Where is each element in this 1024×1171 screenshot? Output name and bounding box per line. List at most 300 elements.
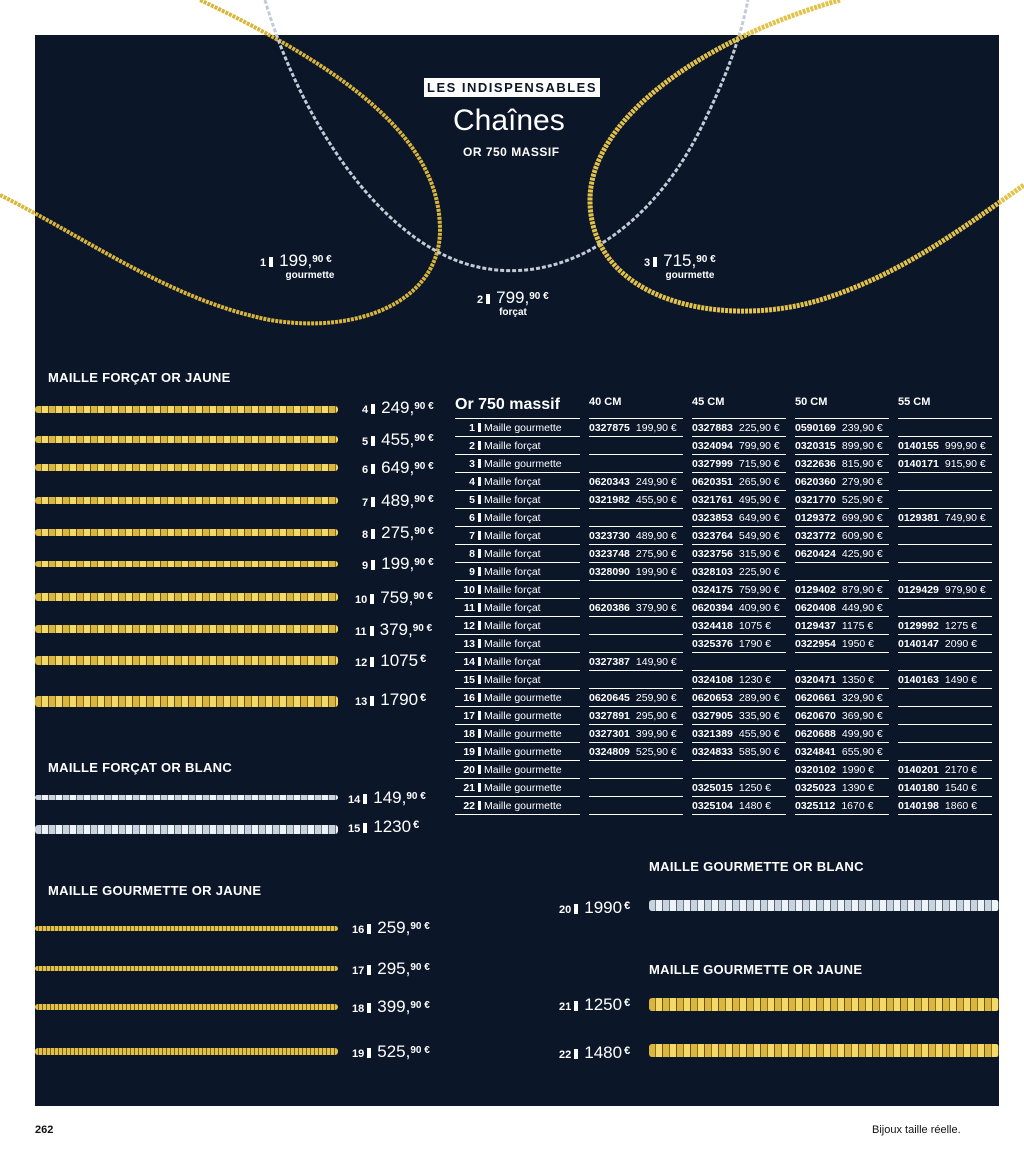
reference-code: 0324175 bbox=[692, 583, 733, 596]
reference-price: 1390 € bbox=[841, 781, 875, 794]
table-cell bbox=[795, 509, 889, 527]
reference-price: 525,90 € bbox=[635, 745, 677, 758]
price-main: 249, bbox=[381, 398, 415, 417]
price-currency: € bbox=[420, 692, 427, 704]
table-cell bbox=[898, 635, 992, 653]
reference-price: 379,90 € bbox=[635, 601, 677, 614]
table-cell bbox=[692, 473, 786, 491]
table-cell bbox=[795, 761, 889, 779]
item-number: 10 bbox=[355, 594, 368, 606]
reference-price: 335,90 € bbox=[738, 709, 780, 722]
item-number: 21 bbox=[559, 1001, 572, 1013]
row-title: Maille forçat bbox=[484, 529, 541, 542]
bar-icon bbox=[478, 783, 481, 792]
bar-icon bbox=[478, 423, 481, 432]
table-header-row bbox=[455, 396, 992, 419]
price-main: 199, bbox=[381, 554, 415, 573]
table-row bbox=[455, 779, 992, 797]
chain-image-17 bbox=[35, 966, 338, 971]
price-tag-8 bbox=[362, 523, 434, 543]
price-cents: 90 € bbox=[414, 433, 434, 444]
reference-price: 1230 € bbox=[738, 673, 772, 686]
bar-icon bbox=[370, 626, 374, 636]
table-cell bbox=[692, 743, 786, 761]
table-cell bbox=[692, 527, 786, 545]
row-label bbox=[455, 797, 580, 815]
reference-price: 1350 € bbox=[841, 673, 875, 686]
chain-image-10 bbox=[35, 593, 338, 601]
row-number: 1 bbox=[469, 421, 475, 434]
table-row bbox=[455, 437, 992, 455]
reference-price: 649,90 € bbox=[738, 511, 780, 524]
bar-icon bbox=[478, 477, 481, 486]
table-cell bbox=[589, 527, 683, 545]
reference-code: 0620343 bbox=[589, 475, 630, 488]
row-title: Maille gourmette bbox=[484, 727, 562, 740]
reference-price: 879,90 € bbox=[841, 583, 883, 596]
table-cell bbox=[589, 455, 683, 473]
reference-price: 1990 € bbox=[841, 763, 875, 776]
table-cell bbox=[692, 545, 786, 563]
reference-code: 0140201 bbox=[898, 763, 939, 776]
table-cell bbox=[898, 671, 992, 689]
reference-code: 0620386 bbox=[589, 601, 630, 614]
price-tag-9 bbox=[362, 554, 434, 574]
table-cell bbox=[589, 797, 683, 815]
reference-price: 425,90 € bbox=[841, 547, 883, 560]
price-main: 1480 bbox=[584, 1043, 623, 1062]
reference-price: 399,90 € bbox=[635, 727, 677, 740]
table-cell bbox=[589, 725, 683, 743]
bar-icon bbox=[574, 1001, 578, 1011]
reference-price: 1790 € bbox=[738, 637, 772, 650]
bar-icon bbox=[478, 459, 481, 468]
row-label bbox=[455, 581, 580, 599]
table-cell bbox=[692, 599, 786, 617]
table-cell bbox=[589, 653, 683, 671]
table-cell bbox=[692, 653, 786, 671]
table-cell bbox=[898, 437, 992, 455]
row-number: 4 bbox=[469, 475, 475, 488]
table-cell bbox=[898, 689, 992, 707]
hero-price-2 bbox=[477, 288, 549, 308]
bar-icon bbox=[371, 529, 375, 539]
table-row bbox=[455, 527, 992, 545]
table-cell bbox=[795, 545, 889, 563]
price-main: 149, bbox=[373, 788, 407, 807]
row-number: 3 bbox=[469, 457, 475, 470]
table-cell bbox=[589, 581, 683, 599]
row-number: 11 bbox=[463, 601, 475, 614]
chain-image-15 bbox=[35, 825, 338, 834]
bar-icon bbox=[478, 441, 481, 450]
row-number: 5 bbox=[469, 493, 475, 506]
table-cell bbox=[898, 545, 992, 563]
item-number: 3 bbox=[644, 257, 651, 269]
item-number: 17 bbox=[352, 965, 365, 977]
row-label bbox=[455, 761, 580, 779]
row-number: 10 bbox=[463, 583, 475, 596]
price-cents: 90 € bbox=[412, 623, 433, 634]
bar-icon bbox=[478, 585, 481, 594]
table-cell bbox=[589, 509, 683, 527]
row-title: Maille forçat bbox=[484, 673, 541, 686]
bar-icon bbox=[370, 696, 374, 706]
price-cents: 90 € bbox=[410, 1045, 430, 1056]
chain-image-18 bbox=[35, 1004, 338, 1010]
reference-price: 2170 € bbox=[944, 763, 978, 776]
price-main: 455, bbox=[381, 430, 415, 449]
item-number: 20 bbox=[559, 904, 572, 916]
row-number: 19 bbox=[463, 745, 475, 758]
table-row bbox=[455, 689, 992, 707]
row-title: Maille forçat bbox=[484, 619, 541, 632]
reference-price: 549,90 € bbox=[738, 529, 780, 542]
table-cell bbox=[692, 491, 786, 509]
table-row bbox=[455, 635, 992, 653]
row-title: Maille forçat bbox=[484, 601, 541, 614]
price-currency: € bbox=[624, 900, 631, 912]
chain-image-13 bbox=[35, 696, 338, 707]
bar-icon bbox=[478, 657, 481, 666]
table-cell bbox=[692, 581, 786, 599]
reference-price: 749,90 € bbox=[944, 511, 986, 524]
item-number: 5 bbox=[362, 436, 369, 448]
price-main: 649, bbox=[381, 458, 415, 477]
reference-price: 225,90 € bbox=[738, 421, 780, 434]
price-tag-7 bbox=[362, 491, 434, 511]
reference-code: 0129992 bbox=[898, 619, 939, 632]
reference-price: 315,90 € bbox=[738, 547, 780, 560]
reference-price: 199,90 € bbox=[635, 421, 677, 434]
table-cell bbox=[795, 653, 889, 671]
table-cell bbox=[589, 419, 683, 437]
bar-icon bbox=[574, 904, 578, 914]
table-cell bbox=[692, 563, 786, 581]
table-cell bbox=[589, 599, 683, 617]
reference-code: 0327999 bbox=[692, 457, 733, 470]
reference-code: 0324833 bbox=[692, 745, 733, 758]
table-cell bbox=[898, 599, 992, 617]
reference-code: 0620351 bbox=[692, 475, 733, 488]
price-tag-11 bbox=[355, 620, 432, 640]
table-cell bbox=[898, 491, 992, 509]
reference-price: 275,90 € bbox=[635, 547, 677, 560]
price-main: 1230 bbox=[373, 817, 412, 836]
bar-icon bbox=[478, 531, 481, 540]
reference-price: 499,90 € bbox=[841, 727, 883, 740]
row-title: Maille forçat bbox=[484, 511, 541, 524]
reference-price: 149,90 € bbox=[635, 655, 677, 668]
row-number: 8 bbox=[469, 547, 475, 560]
bar-icon bbox=[478, 765, 481, 774]
reference-code: 0620670 bbox=[795, 709, 836, 722]
reference-code: 0140180 bbox=[898, 781, 939, 794]
row-number: 6 bbox=[469, 511, 475, 524]
table-cell bbox=[795, 797, 889, 815]
item-number: 9 bbox=[362, 560, 369, 572]
item-number: 11 bbox=[355, 626, 367, 638]
price-cents: 90 € bbox=[410, 1000, 430, 1011]
table-row bbox=[455, 545, 992, 563]
reference-price: 699,90 € bbox=[841, 511, 883, 524]
table-cell bbox=[795, 563, 889, 581]
reference-price: 1540 € bbox=[944, 781, 978, 794]
table-cell bbox=[795, 617, 889, 635]
column-header: 45 CM bbox=[692, 396, 786, 419]
reference-code: 0140147 bbox=[898, 637, 939, 650]
bar-icon bbox=[574, 1049, 578, 1059]
table-row bbox=[455, 671, 992, 689]
reference-code: 0328103 bbox=[692, 565, 733, 578]
item-number: 18 bbox=[352, 1003, 365, 1015]
table-cell bbox=[589, 761, 683, 779]
bar-icon bbox=[269, 257, 273, 267]
reference-price: 525,90 € bbox=[841, 493, 883, 506]
table-cell bbox=[795, 491, 889, 509]
row-label bbox=[455, 707, 580, 725]
table-cell bbox=[898, 473, 992, 491]
bar-icon bbox=[478, 711, 481, 720]
table-cell bbox=[692, 437, 786, 455]
reference-code: 0324841 bbox=[795, 745, 836, 758]
table-cell bbox=[898, 797, 992, 815]
price-main: 275, bbox=[381, 523, 415, 542]
table-cell bbox=[795, 707, 889, 725]
chain-image-6 bbox=[35, 464, 338, 471]
reference-code: 0325015 bbox=[692, 781, 733, 794]
reference-code: 0324108 bbox=[692, 673, 733, 686]
row-number: 18 bbox=[463, 727, 475, 740]
table-cell bbox=[795, 743, 889, 761]
row-title: Maille forçat bbox=[484, 655, 541, 668]
bar-icon bbox=[478, 747, 481, 756]
reference-code: 0321770 bbox=[795, 493, 836, 506]
reference-code: 0620394 bbox=[692, 601, 733, 614]
price-tag-10 bbox=[355, 588, 433, 608]
table-row bbox=[455, 509, 992, 527]
price-tag-6 bbox=[362, 458, 434, 478]
row-title: Maille forçat bbox=[484, 565, 541, 578]
chain-image-19 bbox=[35, 1048, 338, 1055]
table-heading: Or 750 massif bbox=[455, 396, 580, 419]
reference-code: 0324809 bbox=[589, 745, 630, 758]
reference-code: 0590169 bbox=[795, 421, 836, 434]
price-main: 799, bbox=[496, 288, 530, 307]
reference-code: 0324094 bbox=[692, 439, 733, 452]
reference-code: 0320102 bbox=[795, 763, 836, 776]
reference-price: 259,90 € bbox=[635, 691, 677, 704]
bar-icon bbox=[478, 603, 481, 612]
reference-code: 0140198 bbox=[898, 799, 939, 812]
reference-code: 0129381 bbox=[898, 511, 939, 524]
row-label bbox=[455, 509, 580, 527]
row-label bbox=[455, 617, 580, 635]
row-title: Maille gourmette bbox=[484, 421, 562, 434]
item-number: 16 bbox=[352, 924, 365, 936]
item-number: 8 bbox=[362, 529, 369, 541]
reference-code: 0323772 bbox=[795, 529, 836, 542]
table-cell bbox=[898, 725, 992, 743]
table-cell bbox=[795, 419, 889, 437]
row-title: Maille forçat bbox=[484, 547, 541, 560]
price-cents: 90 € bbox=[414, 401, 434, 412]
bar-icon bbox=[371, 560, 375, 570]
table-cell bbox=[898, 779, 992, 797]
reference-price: 369,90 € bbox=[841, 709, 883, 722]
table-cell bbox=[589, 491, 683, 509]
table-cell bbox=[692, 797, 786, 815]
reference-price: 585,90 € bbox=[738, 745, 780, 758]
reference-code: 0140163 bbox=[898, 673, 939, 686]
reference-price: 295,90 € bbox=[635, 709, 677, 722]
reference-price: 289,90 € bbox=[738, 691, 780, 704]
price-tag-19 bbox=[352, 1042, 430, 1062]
bar-icon bbox=[478, 549, 481, 558]
chain-image-16 bbox=[35, 926, 338, 931]
reference-code: 0620688 bbox=[795, 727, 836, 740]
price-main: 759, bbox=[380, 588, 414, 607]
reference-price: 609,90 € bbox=[841, 529, 883, 542]
item-number: 19 bbox=[352, 1048, 365, 1060]
price-tag-13 bbox=[355, 690, 426, 710]
reference-code: 0327891 bbox=[589, 709, 630, 722]
reference-price: 455,90 € bbox=[635, 493, 677, 506]
reference-price: 279,90 € bbox=[841, 475, 883, 488]
item-number: 14 bbox=[348, 794, 361, 806]
chain-image-22 bbox=[649, 1044, 999, 1057]
row-title: Maille forçat bbox=[484, 475, 541, 488]
row-number: 13 bbox=[463, 637, 475, 650]
reference-price: 455,90 € bbox=[738, 727, 780, 740]
table-cell bbox=[898, 707, 992, 725]
table-row bbox=[455, 725, 992, 743]
table-row bbox=[455, 707, 992, 725]
price-main: 1075 bbox=[380, 651, 419, 670]
hero-label-3: gourmette bbox=[665, 270, 715, 281]
row-title: Maille gourmette bbox=[484, 745, 562, 758]
price-main: 489, bbox=[381, 491, 415, 510]
table-cell bbox=[692, 725, 786, 743]
reference-price: 449,90 € bbox=[841, 601, 883, 614]
table-cell bbox=[898, 509, 992, 527]
price-cents: 90 € bbox=[414, 526, 434, 537]
reference-code: 0325112 bbox=[795, 799, 836, 812]
reference-code: 0327387 bbox=[589, 655, 630, 668]
item-number: 1 bbox=[260, 257, 267, 269]
item-number: 6 bbox=[362, 464, 369, 476]
price-main: 259, bbox=[377, 918, 411, 937]
row-title: Maille forçat bbox=[484, 583, 541, 596]
reference-code: 0620661 bbox=[795, 691, 836, 704]
reference-code: 0327301 bbox=[589, 727, 630, 740]
row-label bbox=[455, 437, 580, 455]
column-header: 50 CM bbox=[795, 396, 889, 419]
reference-price: 915,90 € bbox=[944, 457, 986, 470]
table-cell bbox=[898, 527, 992, 545]
reference-price: 199,90 € bbox=[635, 565, 677, 578]
table-body bbox=[455, 419, 992, 815]
item-number: 12 bbox=[355, 657, 368, 669]
table-cell bbox=[589, 689, 683, 707]
price-tag-14 bbox=[348, 788, 426, 808]
reference-price: 409,90 € bbox=[738, 601, 780, 614]
section-title-gourmette-blanc: MAILLE GOURMETTE OR BLANC bbox=[649, 859, 864, 874]
reference-price: 495,90 € bbox=[738, 493, 780, 506]
reference-price: 899,90 € bbox=[841, 439, 883, 452]
table-cell bbox=[898, 563, 992, 581]
chain-image-8 bbox=[35, 529, 338, 536]
bar-icon bbox=[478, 693, 481, 702]
row-title: Maille gourmette bbox=[484, 691, 562, 704]
price-main: 525, bbox=[377, 1042, 411, 1061]
price-main: 1790 bbox=[380, 690, 419, 709]
price-main: 1250 bbox=[584, 995, 623, 1014]
row-label bbox=[455, 653, 580, 671]
reference-code: 0140155 bbox=[898, 439, 939, 452]
reference-price: 265,90 € bbox=[738, 475, 780, 488]
row-number: 20 bbox=[463, 763, 475, 776]
table-cell bbox=[589, 563, 683, 581]
bar-icon bbox=[478, 513, 481, 522]
reference-price: 655,90 € bbox=[841, 745, 883, 758]
table-cell bbox=[692, 509, 786, 527]
reference-price: 1480 € bbox=[738, 799, 772, 812]
reference-price: 329,90 € bbox=[841, 691, 883, 704]
table-cell bbox=[795, 455, 889, 473]
price-main: 399, bbox=[377, 997, 411, 1016]
row-number: 14 bbox=[463, 655, 475, 668]
table-row bbox=[455, 617, 992, 635]
reference-code: 0321761 bbox=[692, 493, 733, 506]
reference-price: 999,90 € bbox=[944, 439, 986, 452]
price-cents: 90 € bbox=[529, 291, 549, 302]
price-cents: 90 € bbox=[410, 962, 430, 973]
row-number: 22 bbox=[463, 799, 475, 812]
reference-price: 489,90 € bbox=[635, 529, 677, 542]
row-label bbox=[455, 473, 580, 491]
row-label bbox=[455, 527, 580, 545]
row-label bbox=[455, 545, 580, 563]
row-number: 9 bbox=[469, 565, 475, 578]
section-title-gourmette-jaune-right: MAILLE GOURMETTE OR JAUNE bbox=[649, 962, 863, 977]
reference-code: 0321982 bbox=[589, 493, 630, 506]
table-cell bbox=[898, 455, 992, 473]
table-cell bbox=[898, 653, 992, 671]
reference-code: 0129372 bbox=[795, 511, 836, 524]
table-cell bbox=[589, 707, 683, 725]
price-tag-20 bbox=[559, 898, 630, 918]
bar-icon bbox=[478, 801, 481, 810]
row-number: 16 bbox=[463, 691, 475, 704]
reference-price: 239,90 € bbox=[841, 421, 883, 434]
price-tag-21 bbox=[559, 995, 630, 1015]
price-tag-12 bbox=[355, 651, 426, 671]
bar-icon bbox=[370, 594, 374, 604]
chain-image-14 bbox=[35, 795, 338, 800]
reference-price: 1075 € bbox=[738, 619, 772, 632]
table-cell bbox=[692, 779, 786, 797]
bar-icon bbox=[653, 257, 657, 267]
row-label bbox=[455, 491, 580, 509]
reference-code: 0325376 bbox=[692, 637, 733, 650]
reference-code: 0324418 bbox=[692, 619, 733, 632]
bar-icon bbox=[478, 675, 481, 684]
price-cents: 90 € bbox=[410, 921, 430, 932]
reference-price: 225,90 € bbox=[738, 565, 780, 578]
bar-icon bbox=[363, 794, 367, 804]
price-currency: € bbox=[420, 653, 427, 665]
